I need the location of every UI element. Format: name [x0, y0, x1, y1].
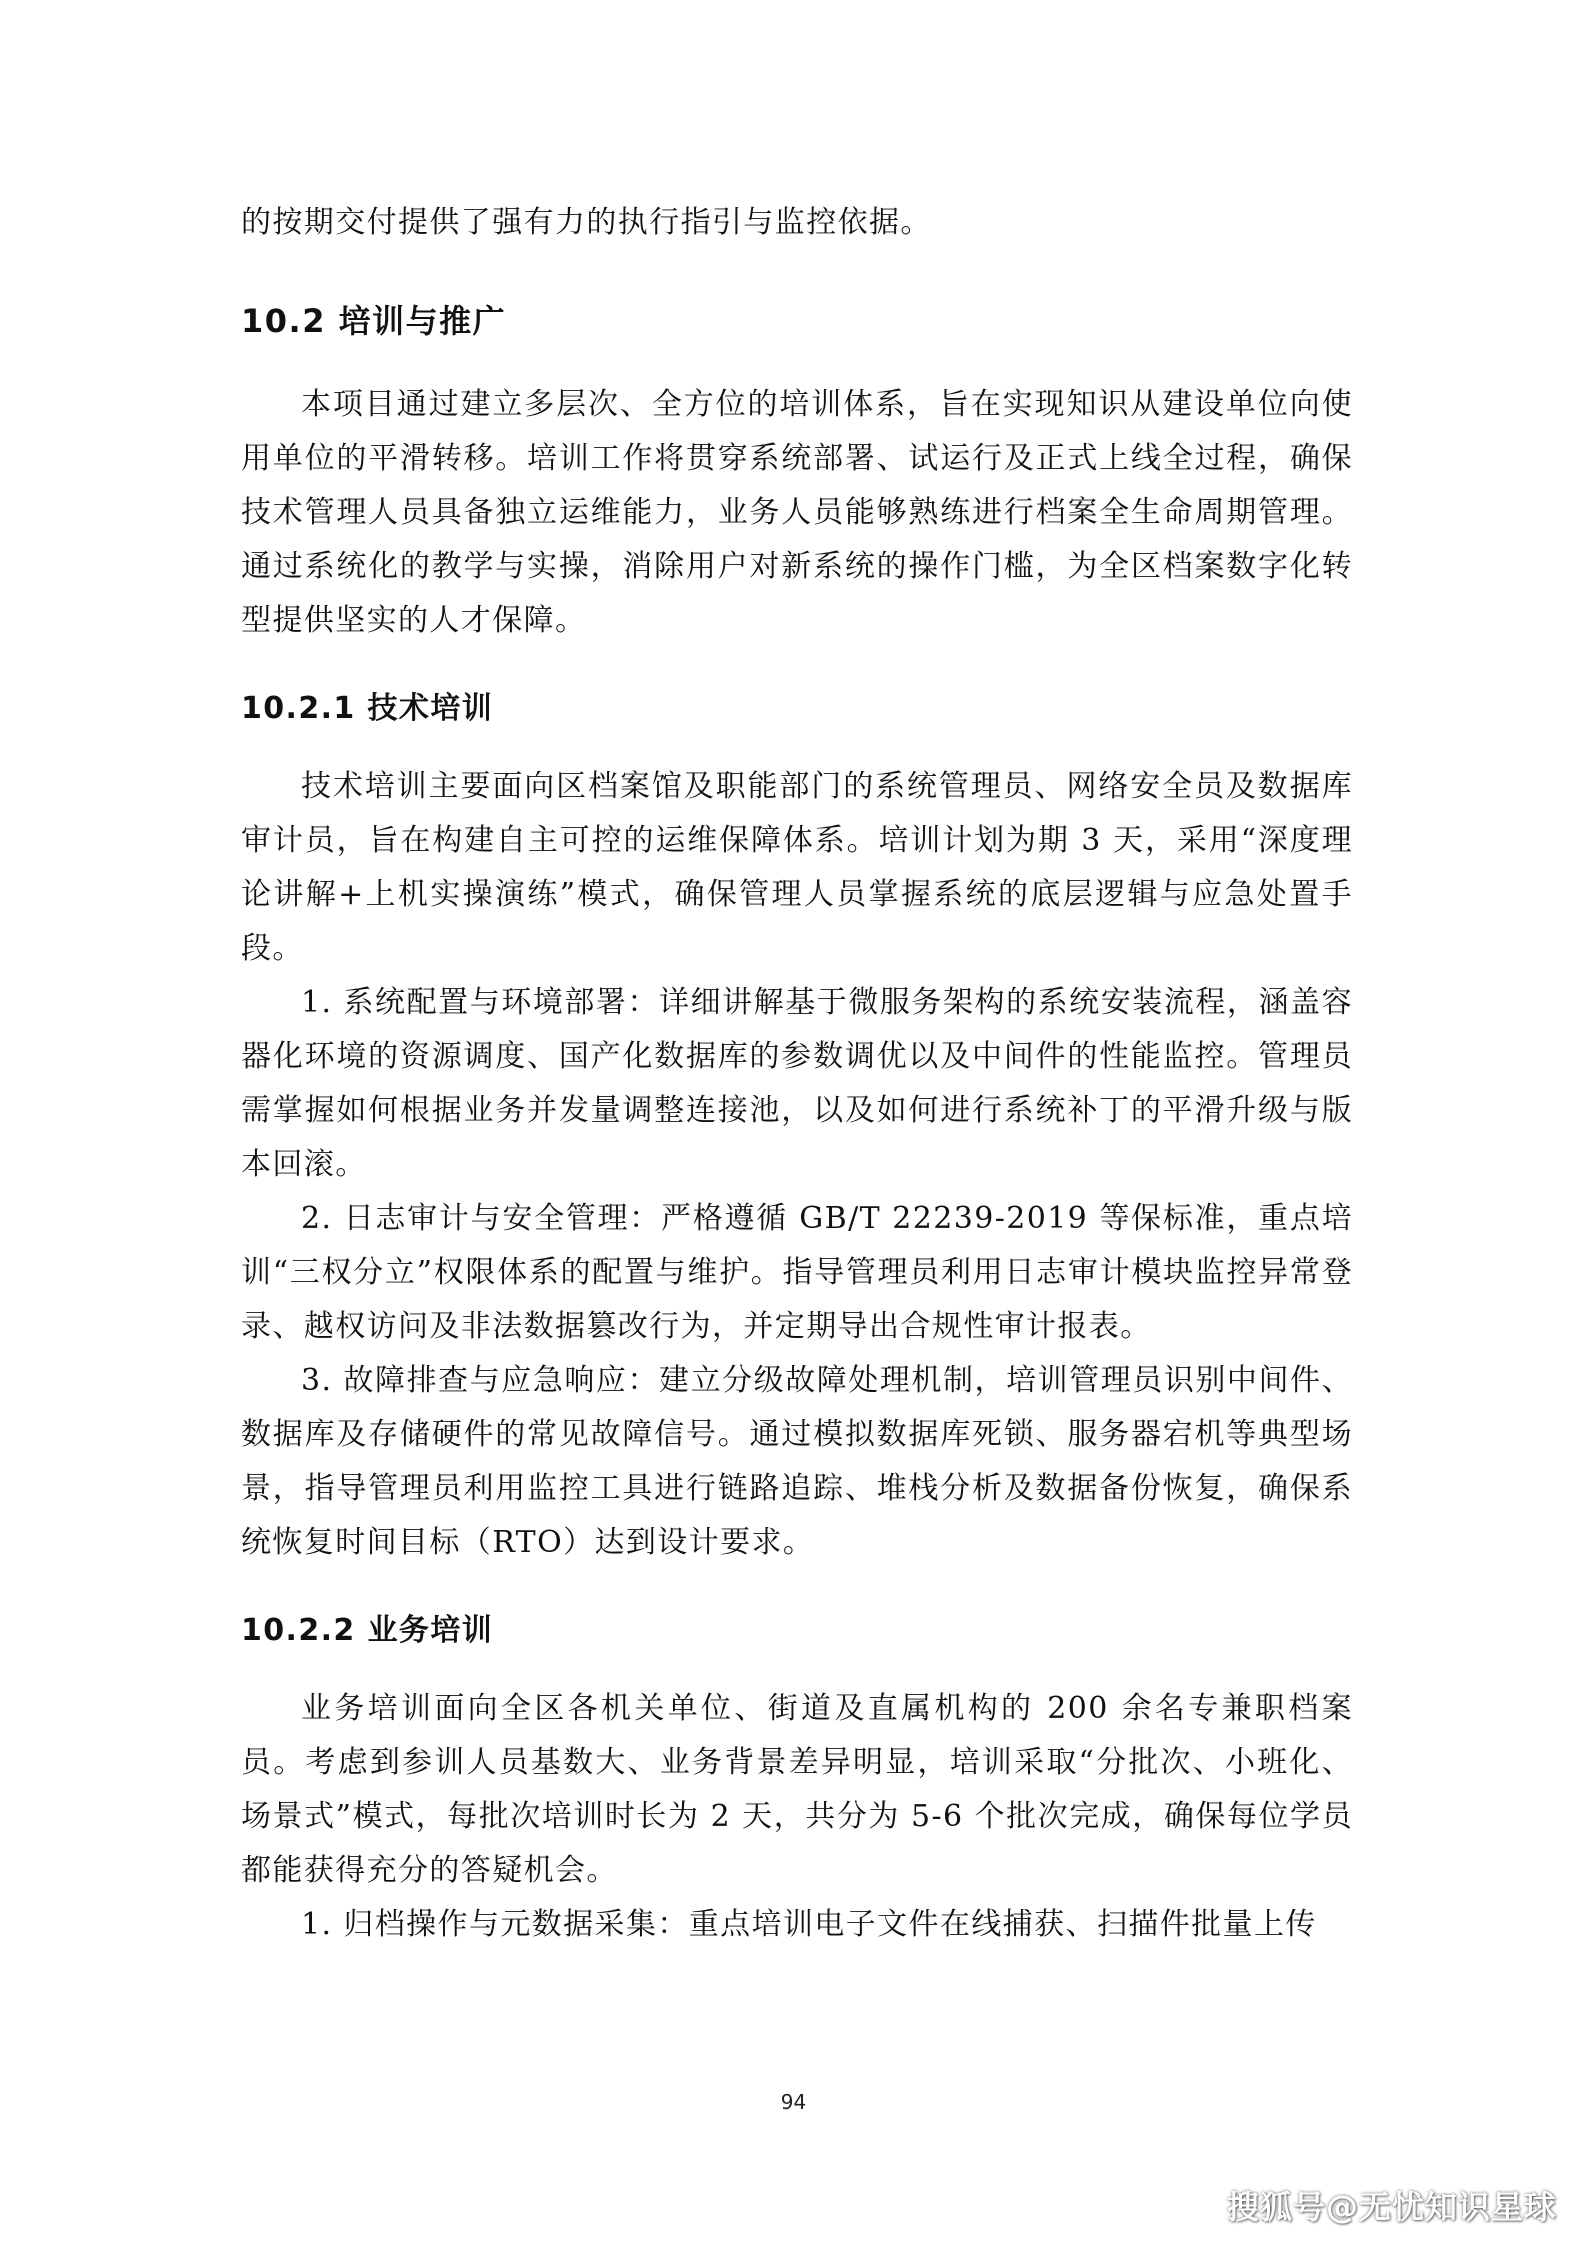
section-heading-10-2-2: 10.2.2 业务培训 [241, 1613, 494, 1648]
technical-training-item-3: 3. 故障排查与应急响应：建立分级故障处理机制，培训管理员识别中间件、数据库及存储硬件的常见故障信号。通过模拟数据库死锁、服务器宕机等典型场景，指导管理员利用监控工具进行链路追踪、堆栈分析及数据备份恢复，确保系统恢复时间目标（RTO）达到设计要求。 [241, 1363, 1353, 1560]
technical-training-intro: 技术培训主要面向区档案馆及职能部门的系统管理员、网络安全员及数据库审计员，旨在构建自主可控的运维保障体系。培训计划为期 3 天，采用“深度理论讲解+上机实操演练”模式，确保管理人员掌握系统的底层逻辑与应急处置手段。 [241, 769, 1353, 966]
section-10-2-paragraph: 本项目通过建立多层次、全方位的培训体系，旨在实现知识从建设单位向使用单位的平滑转移。培训工作将贯穿系统部署、试运行及正式上线全过程，确保技术管理人员具备独立运维能力，业务人员能够熟练进行档案全生命周期管理。通过系统化的教学与实操，消除用户对新系统的操作门槛，为全区档案数字化转型提供坚实的人才保障。 [241, 387, 1353, 638]
section-heading-10-2: 10.2 培训与推广 [241, 302, 507, 340]
section-heading-10-2-1: 10.2.1 技术培训 [241, 691, 494, 726]
business-training-item-1: 1. 归档操作与元数据采集：重点培训电子文件在线捕获、扫描件批量上传 [301, 1907, 1317, 1942]
technical-training-item-1: 1. 系统配置与环境部署：详细讲解基于微服务架构的系统安装流程，涵盖容器化环境的资源调度、国产化数据库的参数调优以及中间件的性能监控。管理员需掌握如何根据业务并发量调整连接池，以及如何进行系统补丁的平滑升级与版本回滚。 [241, 985, 1353, 1182]
continued-paragraph: 的按期交付提供了强有力的执行指引与监控依据。 [241, 205, 932, 240]
page-number: 94 [780, 2090, 807, 2114]
technical-training-item-2: 2. 日志审计与安全管理：严格遵循 GB/T 22239-2019 等保标准，重点培训“三权分立”权限体系的配置与维护。指导管理员利用日志审计模块监控异常登录、越权访问及非法数据篡改行为，并定期导出合规性审计报表。 [241, 1201, 1353, 1344]
watermark: 搜狐号@无忧知识星球 [1226, 2188, 1557, 2226]
business-training-intro: 业务培训面向全区各机关单位、街道及直属机构的 200 余名专兼职档案员。考虑到参训人员基数大、业务背景差异明显，培训采取“分批次、小班化、场景式”模式，每批次培训时长为 2 天，共分为 5-6 个批次完成，确保每位学员都能获得充分的答疑机会。 [241, 1691, 1353, 1888]
document-body [241, 196, 1353, 1952]
